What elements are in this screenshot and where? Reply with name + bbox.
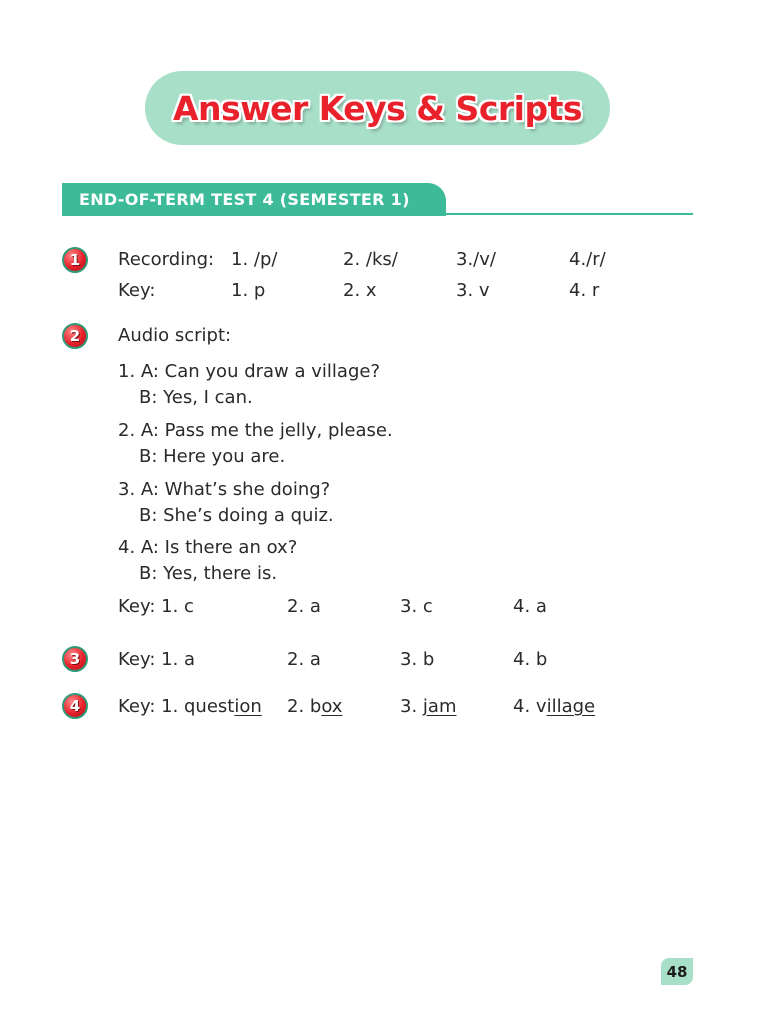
q3-key-2: 2. a <box>287 649 321 670</box>
question-1-badge <box>62 247 88 273</box>
q4-key-1-underlined: ion <box>234 696 262 717</box>
q4-key-3-prefix: 3. <box>400 696 423 717</box>
recording-4: 4./r/ <box>569 249 606 270</box>
q4-key-4 <box>513 696 595 718</box>
q3-key-1: Key: 1. a <box>118 649 196 670</box>
section-title: END-OF-TERM TEST 4 (SEMESTER 1) <box>79 190 410 209</box>
q1-key-4: 4. r <box>569 280 600 301</box>
q2-key-3: 3. c <box>400 596 433 617</box>
q4-key-1-prefix: Key: 1. quest <box>118 696 235 717</box>
q1-key-label: Key: <box>118 280 156 301</box>
dialogue-3-a: 3. A: What’s she doing? <box>118 479 331 500</box>
page-title: Answer Keys & Scripts <box>172 88 583 128</box>
question-2-badge <box>62 323 88 349</box>
q4-key-2-prefix: 2. b <box>287 696 322 717</box>
page-number: 48 <box>666 962 688 981</box>
q3-key-3: 3. b <box>400 649 435 670</box>
dialogue-1-b: B: Yes, I can. <box>139 387 253 408</box>
page-number-badge <box>661 958 693 985</box>
q4-key-2 <box>287 696 342 718</box>
recording-3: 3./v/ <box>456 249 496 270</box>
dialogue-2-b: B: Here you are. <box>139 446 286 467</box>
dialogue-3-b: B: She’s doing a quiz. <box>139 505 334 526</box>
q2-key-1: Key: 1. c <box>118 596 194 617</box>
dialogue-4-b: B: Yes, there is. <box>139 563 278 584</box>
dialogue-2-a: 2. A: Pass me the jelly, please. <box>118 420 393 441</box>
q2-key-4: 4. a <box>513 596 547 617</box>
recording-2: 2. /ks/ <box>343 249 398 270</box>
audio-script-label: Audio script: <box>118 325 232 346</box>
question-4-badge <box>62 693 88 719</box>
q4-key-4-prefix: 4. v <box>513 696 547 717</box>
q4-key-1 <box>118 696 262 718</box>
q1-key-1: 1. p <box>231 280 266 301</box>
section-header <box>62 183 446 216</box>
section-divider <box>440 213 693 215</box>
recording-label: Recording: <box>118 249 215 270</box>
q1-key-2: 2. x <box>343 280 377 301</box>
question-2-number: 2 <box>69 327 81 345</box>
q2-key-2: 2. a <box>287 596 321 617</box>
q4-key-3 <box>400 696 456 718</box>
question-3-badge <box>62 646 88 672</box>
recording-1: 1. /p/ <box>231 249 278 270</box>
q1-key-3: 3. v <box>456 280 490 301</box>
q4-key-3-underlined: jam <box>422 696 457 717</box>
dialogue-4-a: 4. A: Is there an ox? <box>118 537 298 558</box>
q3-key-4: 4. b <box>513 649 548 670</box>
question-4-number: 4 <box>69 697 81 715</box>
q4-key-4-underlined: illage <box>546 696 596 717</box>
question-3-number: 3 <box>69 650 81 668</box>
title-banner <box>145 71 610 145</box>
dialogue-1-a: 1. A: Can you draw a village? <box>118 361 380 382</box>
question-1-number: 1 <box>69 251 81 269</box>
q4-key-2-underlined: ox <box>321 696 343 717</box>
